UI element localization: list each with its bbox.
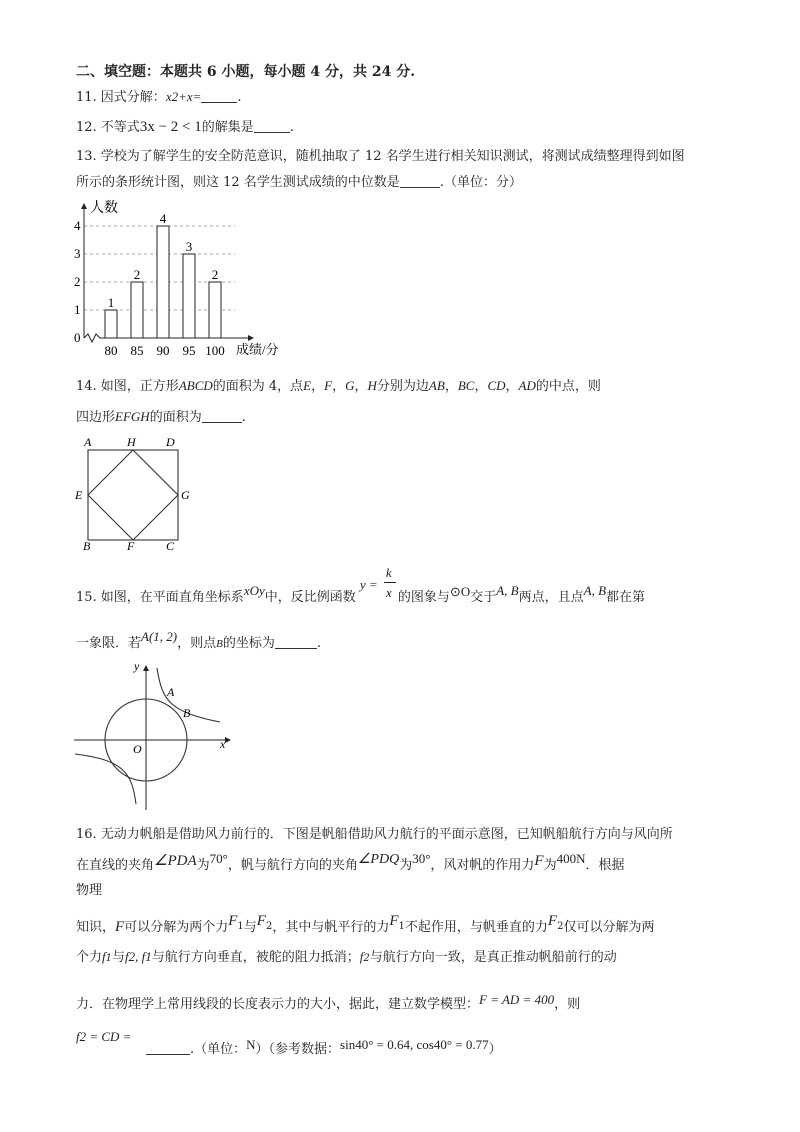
q16-text-e: ，风对帆的作用力: [430, 858, 535, 873]
q12-prefix: 12. 不等式: [76, 120, 140, 135]
q15-point-a: A(1, 2): [141, 629, 178, 644]
bar-80: [105, 310, 117, 338]
data-label: 1: [107, 295, 115, 310]
q15-text-h: ，则点: [177, 636, 217, 651]
q16-text-k: ，其中与帆平行的力: [272, 920, 390, 935]
y-tick-labels: [74, 218, 81, 345]
question-11: [76, 88, 242, 107]
label-a: A: [84, 435, 92, 449]
label-f: F: [127, 539, 135, 552]
x-tick-label: 100: [205, 343, 225, 358]
q16-deg-70: 70°: [209, 851, 228, 866]
q16-deg-30: 30°: [412, 851, 431, 866]
q15-ab-2: A, B: [583, 583, 607, 598]
y-tick-label: 3: [74, 246, 81, 261]
q16-text-a: 在直线的夹角: [76, 858, 155, 873]
q14-line-2: [76, 408, 246, 427]
q16-f2: F: [256, 913, 266, 929]
q14-point-g: G: [345, 378, 355, 393]
q16-f: F: [115, 919, 125, 935]
q14-point-e: E: [303, 378, 312, 393]
x-axis-label: 成绩/分: [236, 342, 279, 357]
y-axis-label: 人数: [90, 201, 118, 216]
q15-text-b: 中，反比例函数: [264, 590, 356, 605]
q16-model: F = AD = 400: [479, 992, 555, 1007]
y-tick-label: 2: [74, 274, 81, 289]
q14-end: .: [241, 410, 246, 425]
label-a: A: [167, 685, 175, 699]
q16-line-5: [76, 948, 617, 968]
q15-point-b: B: [216, 638, 223, 650]
q16-f2-b-sub: 2: [557, 921, 564, 932]
q13-bar-chart: [70, 196, 310, 364]
q13-line-2: [76, 174, 522, 192]
label-g: G: [181, 488, 190, 502]
q16-text-c: ，帆与航行方向的夹角: [227, 858, 358, 873]
x-tick-label: 90: [156, 343, 170, 358]
label-c: C: [166, 539, 175, 552]
q16-text-j: 与: [243, 920, 257, 935]
q15-func-y: y =: [359, 577, 378, 592]
q16-text-v: ）: [488, 1042, 502, 1057]
q13-text-b: .（单位：分）: [439, 175, 522, 190]
q16-small-f1: f: [102, 949, 106, 964]
q15-circle-o: ⊙O: [449, 584, 471, 599]
hyperbola-branch-3: [75, 754, 136, 804]
q14-square-figure: [70, 434, 190, 552]
q15-xoy: xOy: [243, 583, 265, 598]
q14-point-f: F: [324, 378, 333, 393]
y-tick-label: 4: [74, 218, 81, 233]
label-y: y: [134, 659, 140, 673]
q15-text-i: 的坐标为: [222, 636, 275, 651]
q16-angle-pdq: ∠PDQ: [357, 852, 400, 867]
q14-side-ab: AB: [428, 378, 445, 393]
q11-expression: x2+x=: [165, 89, 202, 104]
bar-100: [209, 282, 221, 338]
label-b: B: [183, 706, 191, 720]
x-tick-label: 85: [130, 343, 144, 358]
q14-text-e: 四边形: [76, 410, 116, 425]
q16-text-g: ．根据: [585, 858, 625, 873]
question-12: [76, 118, 294, 137]
q15-text-a: 15. 如图，在平面直角坐标系: [76, 590, 244, 605]
q15-coordinate-figure: [70, 656, 240, 812]
q16-text-r: 力．在物理学上常用线段的长度表示力的大小，据此，建立数学模型：: [76, 997, 480, 1012]
x-tick-label: 95: [182, 343, 196, 358]
q14-side-bc: BC: [457, 378, 475, 393]
q16-text-d: 为: [399, 858, 413, 873]
q14-side-cd: CD: [487, 378, 506, 393]
q12-inequality: 3x − 2 < 1: [139, 119, 202, 135]
q16-line-4: [76, 913, 655, 938]
q16-force-value: 400N: [556, 851, 586, 866]
q15-text-c: 的图象与: [397, 590, 450, 605]
q16-text-i: 可以分解为两个力: [124, 920, 229, 935]
label-d: D: [166, 435, 175, 449]
q16-small-f2: f: [359, 949, 364, 964]
label-x: x: [220, 737, 226, 751]
data-label: 2: [133, 267, 141, 282]
q16-text-h: 知识，: [76, 920, 116, 935]
section-header: 二、填空题：本题共 6 小题，每小题 4 分，共 24 分.: [76, 64, 416, 80]
quadrilateral-efgh: [88, 450, 178, 540]
q14-text-d: 的中点，则: [535, 379, 601, 394]
chart-bars: [105, 211, 225, 358]
bar-85: [131, 282, 143, 338]
label-b: B: [83, 539, 91, 552]
q14-quad-name: EFGH: [115, 409, 150, 424]
y-tick-label: 1: [74, 302, 81, 317]
bar-90: [157, 226, 169, 338]
q16-text-f: 为: [543, 858, 557, 873]
q16-f1-sub: 1: [237, 921, 244, 932]
q16-line-3: 物理: [76, 883, 103, 898]
q16-line-7: [76, 1028, 131, 1047]
q16-line-1: 16. 无动力帆船是借助风力前行的．下图是帆船借助风力航行的平面示意图，已知帆船航行方向与风向所: [76, 827, 673, 842]
q16-f1: F: [228, 913, 238, 929]
q16-text-u: ）（参考数据：: [255, 1042, 341, 1057]
q16-small-f2-sub: 2: [363, 953, 370, 964]
q16-text-s: ，则: [554, 997, 581, 1012]
label-e: E: [75, 488, 83, 502]
q16-text-q: 与航行方向一致，是真正推动帆船前行的动: [369, 950, 617, 965]
q14-side-ad: AD: [518, 378, 536, 393]
q15-function: [359, 565, 398, 606]
q11-prefix: 11. 因式分解：: [76, 90, 166, 105]
q15-answer-blank[interactable]: [275, 635, 317, 649]
data-label: 4: [159, 211, 167, 226]
q16-angle-pda: ∠PDA: [154, 853, 197, 869]
q15-func-k: k: [385, 565, 392, 580]
q14-line-1: 14. 如图，正方形ABCD的面积为 4，点E，F，G，H分别为边AB，BC，CD，AD的中点，则: [76, 378, 601, 394]
q16-ref-data: sin40° = 0.64, cos40° = 0.77: [340, 1037, 489, 1052]
q15-text-d: 交于: [470, 590, 497, 605]
q13-line-1: 13. 学校为了解学生的安全防范意识，随机抽取了 12 名学生进行相关知识测试，将测试成绩整理得到如图: [76, 149, 685, 164]
q16-f2-sub: 2: [265, 921, 273, 932]
q15-line-2: [76, 629, 322, 653]
q16-text-o: 与: [112, 950, 126, 965]
q15-end: .: [316, 636, 322, 651]
q14-answer-blank[interactable]: [202, 409, 242, 423]
q16-text-b: 为: [196, 858, 210, 873]
q12-suffix: 的解集是: [201, 120, 254, 135]
q16-text-m: 仅可以分解为两: [563, 920, 655, 935]
q14-text-f: 的面积为: [149, 410, 202, 425]
bar-95: [183, 254, 195, 338]
q16-small-f1-sub: 1: [105, 953, 113, 964]
q16-line-8: [146, 1037, 502, 1059]
q16-text-n: 个力: [76, 950, 103, 965]
q12-end: .: [289, 120, 294, 135]
q15-ab-1: A, B: [496, 583, 519, 598]
q15-line-1: [76, 565, 646, 607]
q16-cd-expr: f2 = CD =: [76, 1029, 132, 1044]
label-h: H: [127, 435, 136, 449]
q15-text-f: 都在第: [606, 590, 646, 605]
data-label: 3: [185, 239, 193, 254]
q16-f2-f1: f2, f1: [125, 949, 152, 964]
q16-unit-n: N: [246, 1037, 256, 1052]
q16-f1-b-sub: 1: [398, 921, 405, 932]
q14-text-b: 的面积为 4，点: [212, 379, 304, 394]
x-tick-label: 80: [104, 343, 118, 358]
q16-f1-b: F: [389, 913, 399, 929]
label-o: O: [133, 742, 142, 756]
q16-text-p: 与航行方向垂直，被舵的阻力抵消；: [151, 950, 360, 965]
q16-text-l: 不起作用，与帆垂直的力: [404, 920, 548, 935]
data-label: 2: [211, 267, 219, 282]
q15-func-x: x: [385, 585, 392, 600]
q15-fraction-bar: [384, 582, 396, 583]
q12-answer-blank[interactable]: [254, 119, 290, 133]
q11-answer-blank[interactable]: [201, 89, 237, 103]
q16-line-2: [76, 851, 625, 875]
q15-text-e: 两点，且点: [518, 590, 584, 605]
square-abcd: [88, 450, 178, 540]
q14-point-h: H: [367, 378, 377, 393]
q14-square-name: ABCD: [178, 378, 213, 393]
q16-answer-blank[interactable]: [146, 1041, 190, 1055]
q14-text-a: 14. 如图，正方形: [76, 379, 179, 394]
q13-text-a: 所示的条形统计图，则这 12 名学生测试成绩的中位数是: [76, 175, 400, 190]
q15-text-g: 一象限．若: [76, 636, 142, 651]
q11-end: .: [237, 90, 242, 105]
q16-text-t: .（单位：: [190, 1042, 247, 1057]
q14-text-c: 分别为边: [376, 379, 429, 394]
q13-answer-blank[interactable]: [400, 174, 440, 188]
y-tick-label: 0: [74, 330, 81, 345]
q16-force-f: F: [534, 853, 544, 869]
q16-f2-b: F: [547, 913, 558, 929]
q16-line-6: [76, 992, 581, 1014]
